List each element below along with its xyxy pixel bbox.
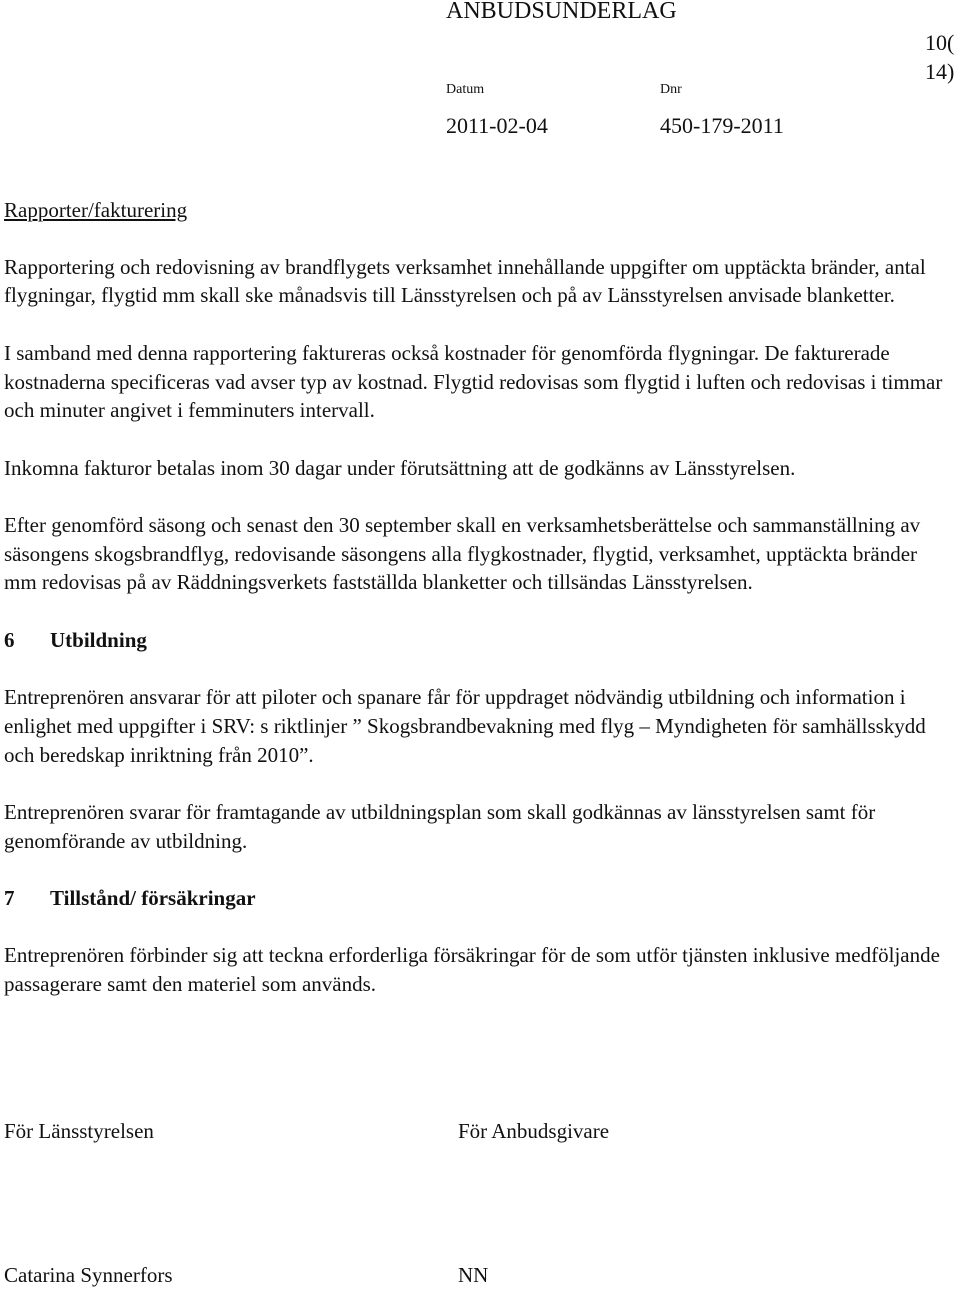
document-title: ANBUDSUNDERLAG bbox=[446, 0, 677, 24]
signature-name-right: NN bbox=[458, 1263, 489, 1287]
paragraph-payment: Inkomna fakturor betalas inom 30 dagar under förutsättning att de godkänns av Länsstyrelsen. bbox=[4, 455, 796, 480]
heading-number: 7 bbox=[4, 886, 15, 911]
heading-title: Utbildning bbox=[50, 627, 147, 652]
paragraph-season-report: Efter genomförd säsong och senast den 30 september skall en verksamhetsberättelse och sammanställning av säsongens skogsbrandflyg, redovisande säsongens alla flygkostnader, flygtid, verksamhet, upptäckta bränder mm redovisas på av Räddningsverkets fastställda blanketter och tillsändas Länsstyrelsen. bbox=[4, 512, 921, 595]
signature-label-left: För Länsstyrelsen bbox=[4, 1119, 154, 1143]
heading-tillstand bbox=[4, 884, 944, 913]
paragraph-insurance: Entreprenören förbinder sig att teckna erforderliga försäkringar för de som utför tjänsten inklusive medföljande passagerare samt den materiel som används. bbox=[4, 943, 940, 997]
date-value: 2011-02-04 bbox=[446, 113, 548, 138]
paragraph-training-responsibility: Entreprenören ansvarar för att piloter och spanare får för uppdraget nödvändig utbildning och information i enlighet med uppgifter i SRV: s riktlinjer ” Skogsbrandbevakning med flyg – Myndigheten för samhällsskydd och beredskap inriktning från 2010”. bbox=[4, 685, 926, 767]
heading-title: Tillstånd/ försäkringar bbox=[50, 886, 256, 911]
signature-name-left: Catarina Synnerfors bbox=[4, 1263, 173, 1287]
section-title: Rapporter/fakturering bbox=[4, 198, 188, 222]
dnr-label: Dnr bbox=[660, 82, 682, 97]
page-number: 10( 14) bbox=[925, 30, 955, 84]
heading-utbildning bbox=[4, 626, 944, 655]
dnr-value: 450-179-2011 bbox=[660, 113, 784, 138]
date-label: Datum bbox=[446, 82, 485, 97]
paragraph-reporting: Rapportering och redovisning av brandflygets verksamhet innehållande uppgifter om upptäckta bränder, antal flygningar, flygtid mm skall ske månadsvis till Länsstyrelsen och på av Länsstyrelsen anvisade blanketter. bbox=[4, 254, 926, 308]
document-body bbox=[4, 196, 944, 999]
paragraph-training-plan: Entreprenören svarar för framtagande av utbildningsplan som skall godkännas av länsstyrelsen samt för genomförande av utbildning. bbox=[4, 799, 876, 853]
signature-label-right: För Anbudsgivare bbox=[458, 1119, 610, 1143]
paragraph-invoicing: I samband med denna rapportering faktureras också kostnader för genomförda flygningar. De fakturerade kostnaderna specificeras vad avser typ av kostnad. Flygtid redovisas som flygtid i luften och redovisas i timmar och minuter angivet i femminuters intervall. bbox=[4, 340, 943, 423]
heading-number: 6 bbox=[4, 627, 15, 652]
